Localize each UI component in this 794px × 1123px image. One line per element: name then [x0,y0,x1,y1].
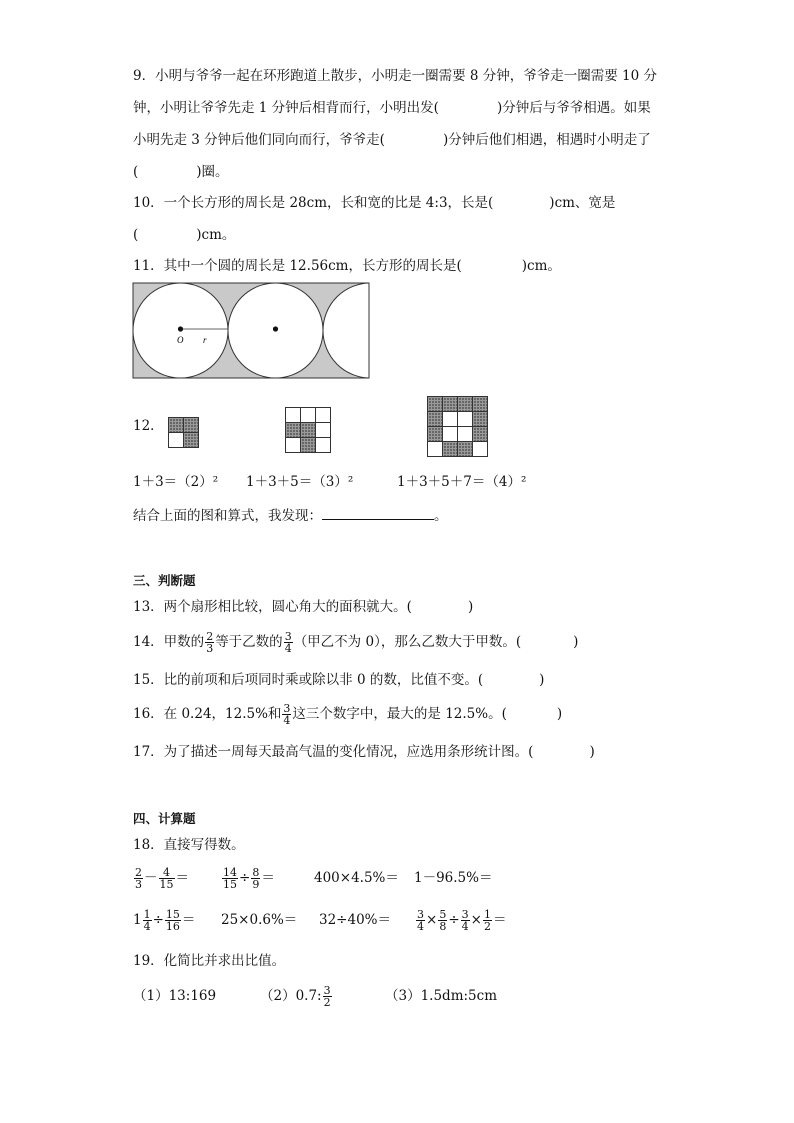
grid-3x3 [285,407,331,453]
q12-equation-2: 1＋3＋5＝（3）² [246,474,354,490]
q17: 17．为了描述一周每天最高气温的变化情况，应选用条形统计图。( ) [133,744,595,760]
q18-item-e: 1 $\frac{1}{4}$ ÷ $\frac{15}{16}$ ＝ [133,908,196,933]
q14: 14．甲数的 $\frac{2}{3}$ 等于乙数的 $\frac{3}{4}$ （甲乙不为 0），那么乙数大于甲数。( ) [133,630,579,655]
circles-in-rectangle-figure [132,282,370,379]
q19-part-3: （3）1.5dm:5cm [385,988,498,1004]
q19-part-1: （1）13:169 [133,988,217,1004]
q9-line-4: ( )圈。 [133,164,229,180]
label-o: O [177,335,184,345]
center-dot [273,326,278,331]
q10-line-2: ( )cm。 [133,227,236,243]
q18-item-a: $\frac{2}{3}$ － $\frac{4}{15}$ ＝ [135,866,189,891]
q9-line-3: 小明先走 3 分钟后他们同向而行，爷爷走( )分钟后他们相遇，相遇时小明走了 [133,132,651,148]
q11-text: 11．其中一个圆的周长是 12.56cm，长方形的周长是( )cm。 [133,258,561,274]
q12-number: 12． [133,418,164,434]
q18-title: 18．直接写得数。 [133,837,245,853]
q18-item-c: 400×4.5%＝ [314,870,399,886]
q13: 13．两个扇形相比较，圆心角大的面积就大。( ) [133,599,474,615]
q12-conclusion: 结合上面的图和算式，我发现： 。 [133,508,448,524]
q12-equation-1: 1＋3＝（2）² [133,474,219,490]
center-dot [178,326,183,331]
q15: 15．比的前项和后项同时乘或除以非 0 的数，比值不变。( ) [133,672,545,688]
section-title-calculation: 四、计算题 [133,811,196,826]
q9-line-1: 9．小明与爷爷一起在环形跑道上散步，小明走一圈需要 8 分钟，爷爷走一圈需要 10 分 [133,68,658,84]
q18-item-f: 25×0.6%＝ [221,912,298,928]
q16: 16．在 0.24，12.5%和 $\frac{3}{4}$ 这三个数字中，最大的是 12.5%。( ) [133,702,563,727]
fraction: $\frac{3}{4}$ [284,630,292,655]
q19-part-2: （2）0.7: $\frac{3}{2}$ [260,984,331,1009]
q19-title: 19．化简比并求出比值。 [133,953,286,969]
q18-item-b: $\frac{14}{15}$ ÷ $\frac{8}{9}$ ＝ [223,866,275,891]
section-title-judgement: 三、判断题 [133,573,196,588]
q12-equation-3: 1＋3＋5＋7＝（4）² [397,474,527,490]
q10-line-1: 10．一个长方形的周长是 28cm，长和宽的比是 4:3，长是( )cm、宽是 [133,195,616,211]
grid-2x2 [168,417,199,448]
q18-item-d: 1－96.5%＝ [414,870,493,886]
answer-underline[interactable] [322,506,434,520]
q9-line-2: 钟，小明让爷爷先走 1 分钟后相背而行，小明出发( )分钟后与爷爷相遇。如果 [133,100,651,116]
fraction: $\frac{3}{4}$ [283,702,291,727]
grid-4x4 [427,396,488,457]
label-r: r [203,335,207,345]
q18-item-g: 32÷40%＝ [319,912,391,928]
q18-item-h: $\frac{3}{4}$ × $\frac{5}{8}$ ÷ $\frac{3}{4}$ × $\frac{1}{2}$ ＝ [417,908,507,933]
fraction: $\frac{2}{3}$ [206,630,214,655]
